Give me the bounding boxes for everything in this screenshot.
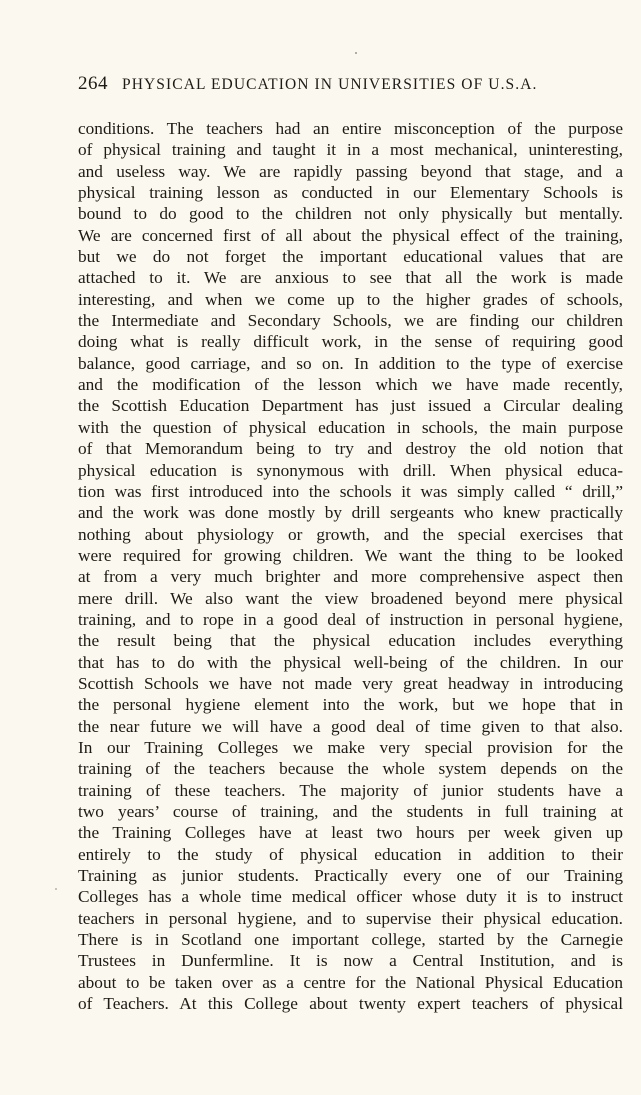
text-line: the Intermediate and Secondary Schools, we are finding our children	[78, 311, 623, 331]
text-line: We are concerned first of all about the physical effect of the training,	[78, 225, 623, 245]
text-line: the near future we will have a good deal of time given to that also.	[78, 716, 623, 736]
text-line: the result being that the physical education includes everything	[78, 631, 623, 651]
paper-speck	[55, 888, 57, 890]
page-number: 264	[78, 73, 108, 94]
text-line: teachers in personal hygiene, and to supervise their physical education.	[78, 908, 623, 928]
text-line: physical education is synonymous with drill. When physical educa-	[78, 460, 623, 480]
text-line: the Scottish Education Department has just issued a Circular dealing	[78, 396, 623, 416]
text-line: the personal hygiene element into the work, but we hope that in	[78, 695, 623, 715]
text-line: of physical training and taught it in a most mechanical, uninteresting,	[78, 140, 623, 160]
text-line: at from a very much brighter and more comprehensive aspect then	[78, 567, 623, 587]
text-line: and useless way. We are rapidly passing beyond that stage, and a	[78, 161, 623, 181]
text-line: Training as junior students. Practically every one of our Training	[78, 866, 623, 886]
paper-speck	[355, 52, 357, 54]
text-line: conditions. The teachers had an entire misconception of the purpose	[78, 119, 623, 138]
text-line: There is in Scotland one important college, started by the Carnegie	[78, 930, 623, 950]
text-line: and the modification of the lesson which we have made recently,	[78, 375, 623, 395]
running-header	[78, 73, 578, 95]
text-line: attached to it. We are anxious to see that all the work is made	[78, 268, 623, 288]
text-line: bound to do good to the children not only physically but mentally.	[78, 204, 623, 224]
text-line: interesting, and when we come up to the higher grades of schools,	[78, 289, 623, 309]
text-line: entirely to the study of physical education in addition to their	[78, 844, 623, 864]
text-line: physical training lesson as conducted in our Elementary Schools is	[78, 183, 623, 203]
text-line: two years’ course of training, and the students in full training at	[78, 802, 623, 821]
body-text	[78, 118, 623, 1014]
text-line: of Teachers. At this College about twenty expert teachers of physical	[78, 994, 623, 1014]
text-line: In our Training Colleges we make very special provision for the	[78, 737, 623, 757]
text-line: but we do not forget the important educational values that are	[78, 247, 623, 267]
text-line: balance, good carriage, and so on. In addition to the type of exercise	[78, 353, 623, 373]
text-line: mere drill. We also want the view broadened beyond mere physical	[78, 588, 623, 608]
text-line: were required for growing children. We want the thing to be looked	[78, 545, 623, 565]
text-line: Scottish Schools we have not made very great headway in introducing	[78, 673, 623, 693]
text-line: Colleges has a whole time medical officer whose duty it is to instruct	[78, 887, 623, 907]
text-line: with the question of physical education in schools, the main purpose	[78, 417, 623, 437]
text-line: training of the teachers because the whole system depends on the	[78, 759, 623, 779]
text-line: Trustees in Dunfermline. It is now a Central Institution, and is	[78, 951, 623, 971]
running-title: PHYSICAL EDUCATION IN UNIVERSITIES OF U.S.A.	[121, 76, 538, 93]
text-line: of that Memorandum being to try and destroy the old notion that	[78, 439, 623, 459]
text-line: training of these teachers. The majority of junior students have a	[78, 780, 623, 800]
text-line: and the work was done mostly by drill sergeants who knew practically	[78, 503, 623, 523]
text-line: nothing about physiology or growth, and the special exercises that	[78, 524, 623, 544]
text-line: doing what is really difficult work, in the sense of requiring good	[78, 332, 623, 352]
text-line: tion was first introduced into the schools it was simply called “ drill,”	[78, 481, 623, 501]
text-line: about to be taken over as a centre for the National Physical Education	[78, 972, 623, 992]
text-line: the Training Colleges have at least two hours per week given up	[78, 823, 623, 843]
text-line: training, and to rope in a good deal of instruction in personal hygiene,	[78, 609, 623, 629]
text-line: that has to do with the physical well-being of the children. In our	[78, 652, 623, 672]
